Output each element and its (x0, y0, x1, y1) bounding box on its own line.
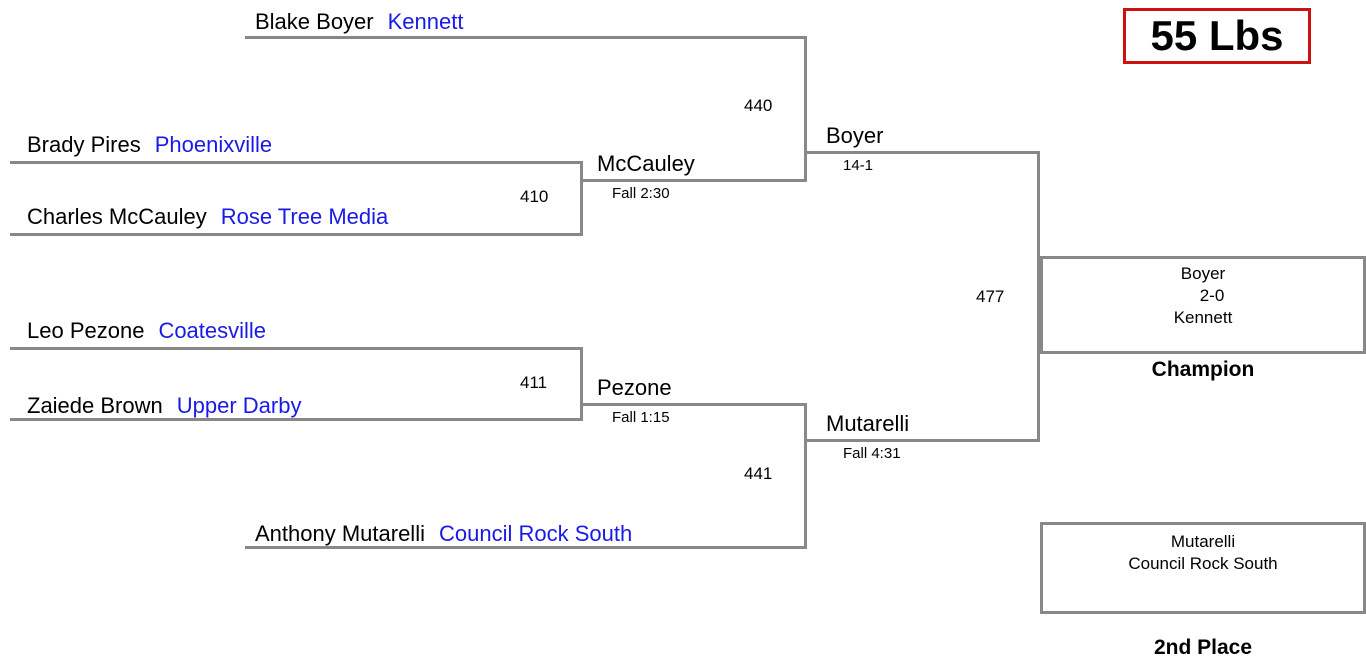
bout-result: Fall 4:31 (843, 445, 901, 462)
wrestler-entry (255, 521, 632, 547)
wrestler-entry (255, 9, 463, 35)
champion-label: Champion (1151, 358, 1255, 381)
wrestler-school[interactable]: Rose Tree Media (220, 204, 389, 229)
bout-number: 477 (976, 287, 1005, 306)
wrestler-school[interactable]: Kennett (387, 9, 464, 34)
wrestler-name: Brady Pires (27, 132, 141, 157)
champion-name: Boyer (1180, 264, 1226, 283)
second-place-label: 2nd Place (1153, 636, 1253, 659)
wrestler-entry (27, 318, 266, 344)
bout-result: 14-1 (843, 157, 874, 174)
wrestler-name: Leo Pezone (27, 318, 145, 343)
bout-number: 441 (744, 464, 773, 483)
wrestler-school[interactable]: Upper Darby (176, 393, 302, 418)
wrestler-entry (27, 132, 272, 158)
wrestler-entry (27, 393, 301, 419)
wrestler-school[interactable]: Phoenixville (154, 132, 273, 157)
wrestler-school[interactable]: Council Rock South (438, 521, 633, 546)
wrestler-name: Anthony Mutarelli (255, 521, 425, 546)
bout-number: 411 (520, 373, 548, 392)
bout-result: Fall 1:15 (612, 409, 670, 426)
wrestler-school[interactable]: Coatesville (158, 318, 267, 343)
wrestler-name: Charles McCauley (27, 204, 207, 229)
wrestler-name: Zaiede Brown (27, 393, 163, 418)
bout-winner: Mutarelli (826, 411, 910, 436)
weight-class-badge: 55 Lbs (1123, 8, 1311, 64)
champion-score: 2-0 (1199, 286, 1225, 305)
second-place-box (1040, 522, 1366, 614)
wrestler-entry (27, 204, 388, 230)
champion-box (1040, 256, 1366, 354)
champion-school: Kennett (1173, 308, 1233, 327)
bout-number: 410 (520, 187, 549, 206)
second-place-school: Council Rock South (1128, 554, 1278, 573)
second-place-name: Mutarelli (1170, 532, 1236, 551)
bout-result: Fall 2:30 (612, 185, 670, 202)
bout-winner: Boyer (826, 123, 884, 148)
bout-winner: Pezone (597, 375, 672, 400)
bout-number: 440 (744, 96, 773, 115)
wrestler-name: Blake Boyer (255, 9, 374, 34)
bout-winner: McCauley (597, 151, 695, 176)
